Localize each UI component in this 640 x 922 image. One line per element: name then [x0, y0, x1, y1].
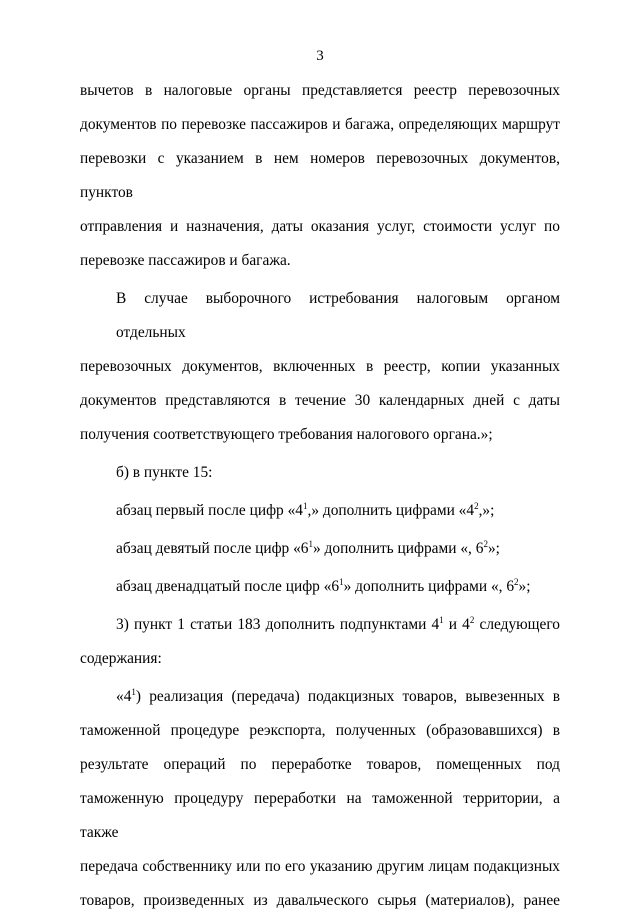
- page-number: 3: [316, 48, 324, 64]
- text-fragment: абзац первый после цифр «4: [116, 502, 303, 519]
- text-fragment: »;: [518, 578, 531, 595]
- text-fragment: 3) пункт 1 статьи 183 дополнить подпунктами 4: [116, 616, 440, 633]
- superscript: 2: [469, 615, 475, 625]
- text-fragment: ,»;: [478, 502, 495, 519]
- paragraph-5: [80, 532, 560, 566]
- text-line: товаров, произведенных из давальческого сырья (материалов), ранее: [80, 892, 560, 909]
- text-line: содержания:: [80, 650, 162, 667]
- superscript: 1: [303, 501, 308, 511]
- text-line: получения соответствующего требования налогового органа.»;: [80, 426, 493, 443]
- text-fragment: »;: [487, 540, 500, 557]
- paragraph-4: [80, 494, 560, 528]
- document-body: [80, 74, 560, 922]
- text-fragment: ) реализация (передача) подакцизных товаров, вывезенных в: [135, 688, 560, 705]
- text-line: документов по перевозке пассажиров и багажа, определяющих маршрут: [80, 116, 560, 133]
- text-line: б) в пункте 15:: [116, 464, 213, 481]
- text-line: [80, 680, 560, 714]
- text-fragment: ,» дополнить цифрами «4: [307, 502, 475, 519]
- paragraph-7: [80, 608, 560, 676]
- paragraph-3: [80, 456, 560, 490]
- text-line: таможенной процедуре реэкспорта, полученных (образовавшихся) в: [80, 722, 560, 739]
- superscript: 1: [439, 615, 444, 625]
- text-line: таможенную процедуру переработки на таможенной территории, а также: [80, 790, 560, 841]
- text-fragment: следующего: [474, 616, 560, 633]
- paragraph-8: [80, 680, 560, 918]
- text-line: перевозки с указанием в нем номеров перевозочных документов, пунктов: [80, 150, 560, 201]
- paragraph-2: [80, 282, 560, 452]
- text-line: [80, 608, 560, 642]
- text-fragment: «4: [116, 688, 132, 705]
- text-line: передача собственнику или по его указанию другим лицам подакцизных: [80, 858, 560, 875]
- text-fragment: » дополнить цифрами «, 6: [313, 540, 484, 557]
- superscript: 2: [474, 501, 479, 511]
- text-line: вычетов в налоговые органы представляется реестр перевозочных: [80, 82, 560, 99]
- superscript: 1: [308, 539, 313, 549]
- text-line: отправления и назначения, даты оказания услуг, стоимости услуг по: [80, 218, 560, 235]
- text-line: [80, 532, 560, 566]
- superscript: 1: [131, 687, 136, 697]
- text-fragment: » дополнить цифрами «, 6: [343, 578, 515, 595]
- paragraph-6: [80, 570, 560, 604]
- superscript: 1: [339, 577, 344, 587]
- text-line: перевозочных документов, включенных в реестр, копии указанных: [80, 358, 560, 375]
- text-fragment: абзац двенадцатый после цифр «6: [116, 578, 340, 595]
- text-fragment: и 4: [443, 616, 470, 633]
- text-line: результате операций по переработке товаров, помещенных под: [80, 756, 560, 773]
- text-line: [80, 494, 560, 528]
- text-line: перевозке пассажиров и багажа.: [80, 252, 291, 269]
- paragraph-1: [80, 74, 560, 278]
- text-line: В случае выборочного истребования налоговым органом отдельных: [116, 290, 560, 341]
- text-line: [80, 570, 560, 604]
- superscript: 2: [514, 577, 519, 587]
- text-line: документов представляются в течение 30 календарных дней с даты: [80, 392, 560, 409]
- text-fragment: абзац девятый после цифр «6: [116, 540, 309, 557]
- superscript: 2: [483, 539, 488, 549]
